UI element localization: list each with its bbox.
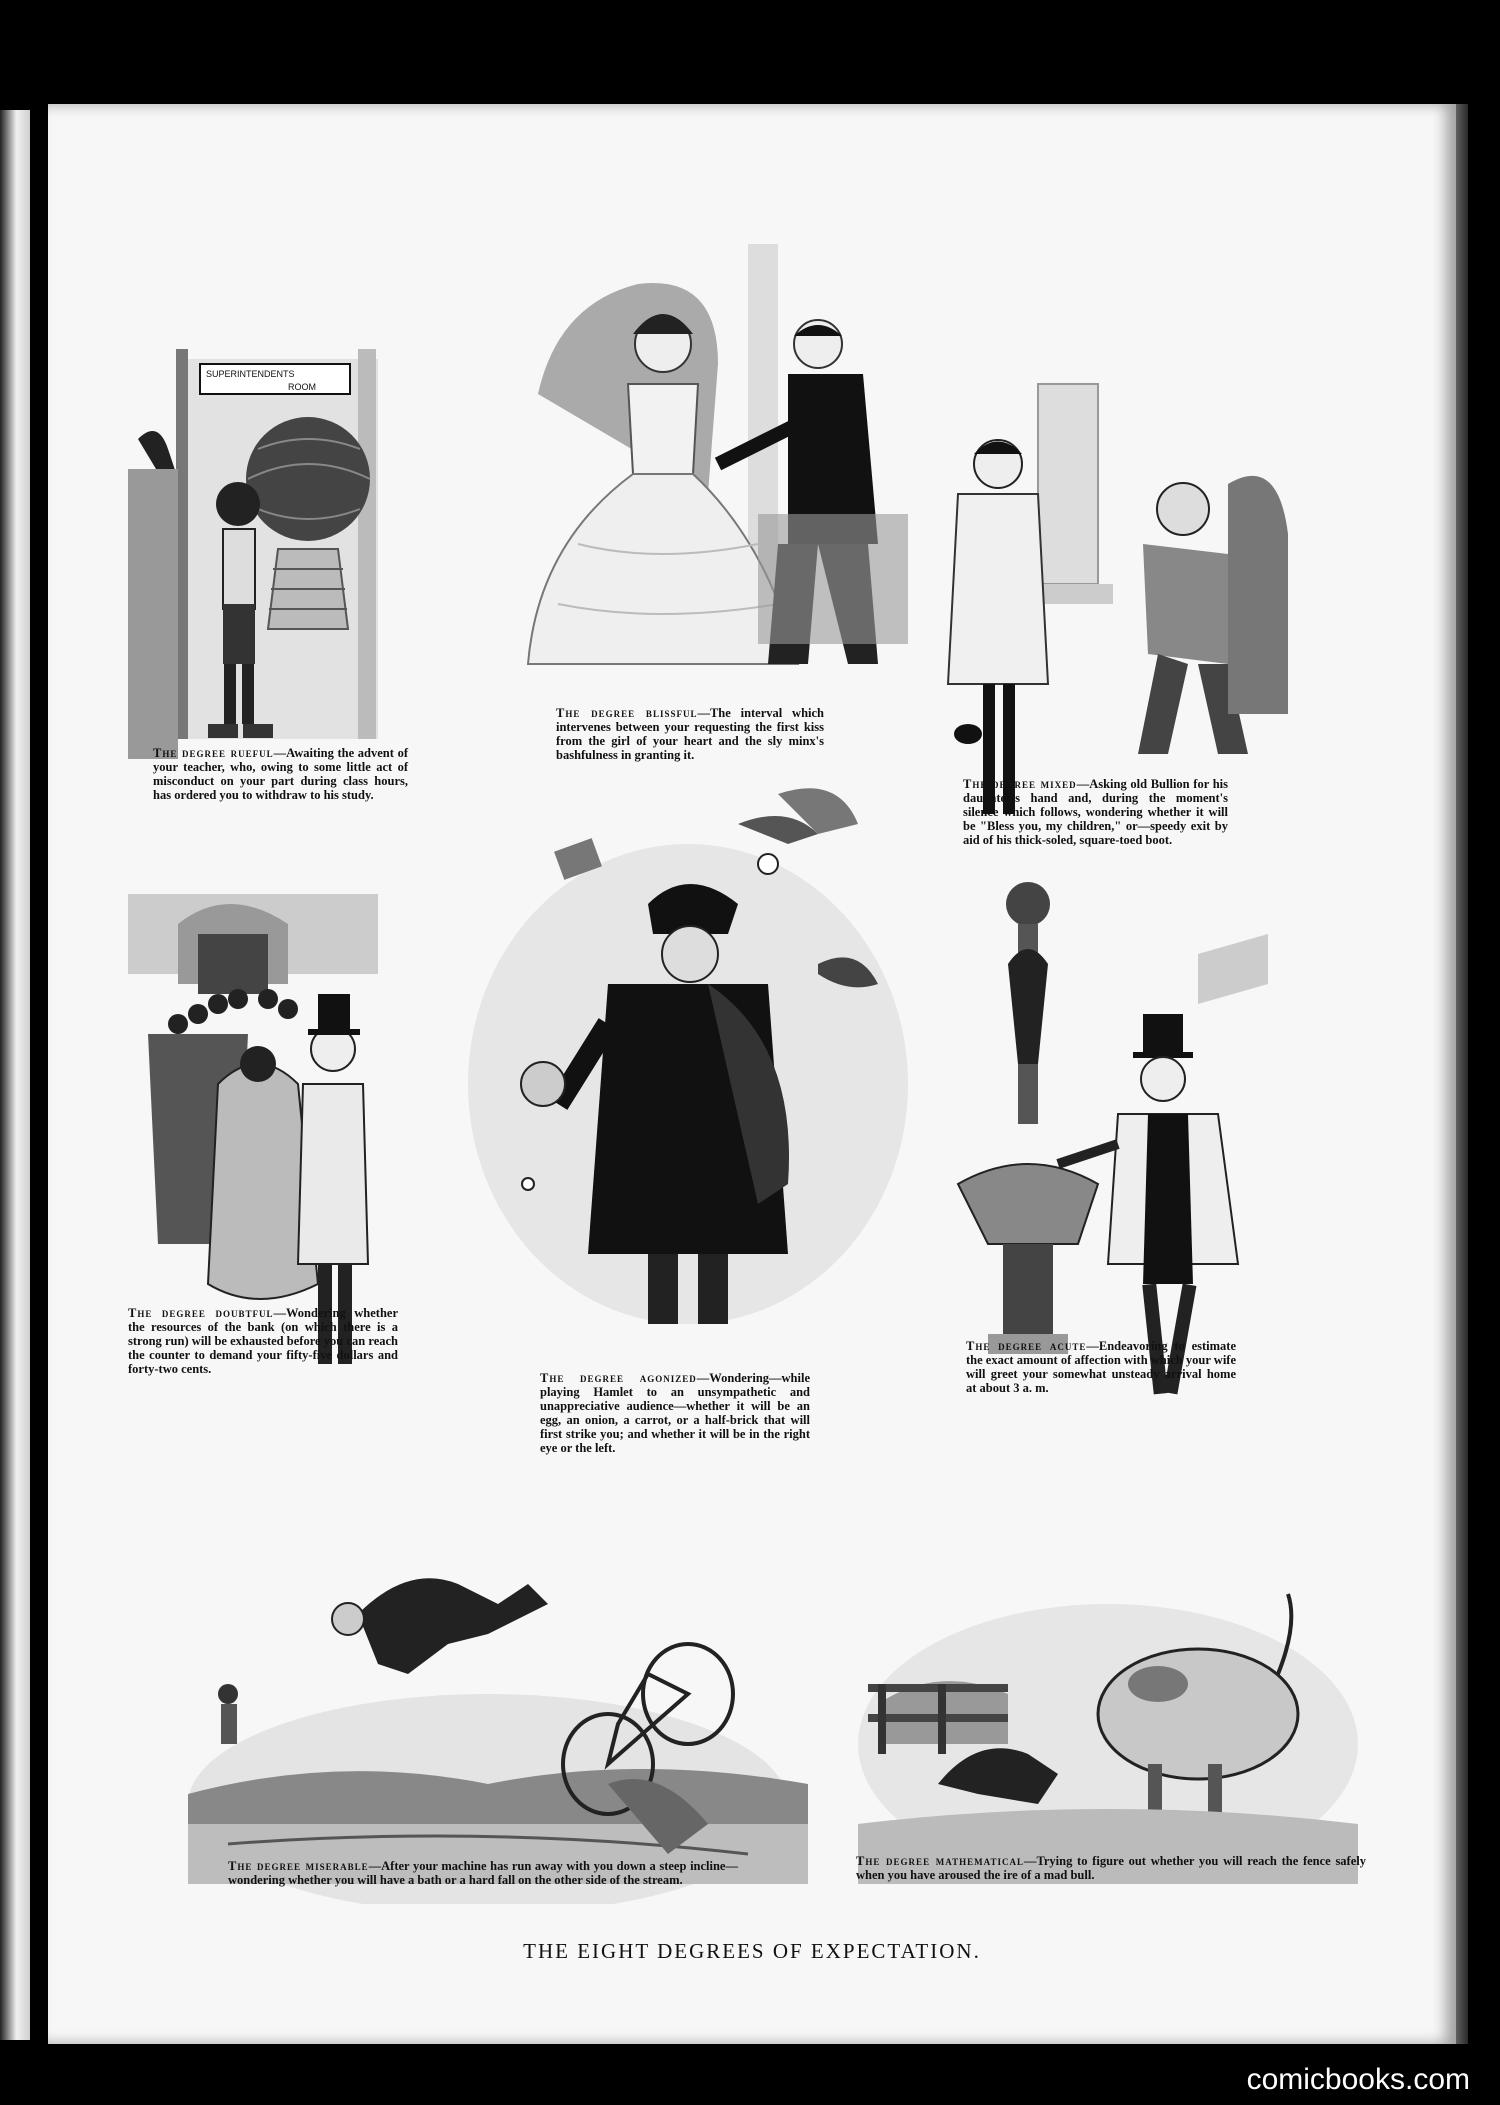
caption-text: —After your machine has run away with you down a steep incline—wondering whether you will have a bath or a hard fall on the other side of the stream. [228, 1859, 738, 1887]
caption-text: —Awaiting the advent of your teacher, who, owing to some little act of misconduct on your part during class hours, has ordered you to withdraw to his study. [153, 746, 408, 802]
comic-page [48, 104, 1456, 2044]
degree-label: The degree mathematical [856, 1854, 1024, 1868]
caption-text: —Trying to figure out whether you will reach the fence safely when you have aroused the ire of a mad bull. [856, 1854, 1366, 1882]
page-edge-shadow [1454, 104, 1468, 2044]
caption-blissful [556, 706, 824, 762]
caption-agonized [540, 1371, 810, 1455]
caption-text: —Wondering—while playing Hamlet to an unsympathetic and unappreciative audience—whether it will be an egg, an onion, a carrot, or a half-brick that will first strike you; and whether it will be in the right eye or the left. [540, 1371, 810, 1455]
degree-label: The degree mixed [963, 777, 1077, 791]
degree-label: The degree acute [966, 1339, 1087, 1353]
degree-label: The degree miserable [228, 1859, 369, 1873]
illustration-miserable [188, 1524, 808, 1904]
caption-text: —Asking old Bullion for his daughter's hand and, during the moment's silence which follows, wondering whether it will be "Bless you, my children," or—speedy exit by aid of his thick-soled, square-toed boot. [963, 777, 1228, 847]
sign-text-1: SUPERINTENDENTS [206, 369, 295, 379]
illustration-mathematical [858, 1584, 1358, 1884]
caption-text: —Wondering whether the resources of the bank (on which there is a strong run) will be exhausted before you can reach the counter to demand your fifty-five dollars and forty-two cents. [128, 1306, 398, 1376]
caption-mixed [963, 777, 1228, 847]
caption-doubtful [128, 1306, 398, 1376]
watermark: comicbooks.com [1246, 2063, 1470, 2096]
degree-label: The degree blissful [556, 706, 698, 720]
illustration-agonized [458, 784, 918, 1334]
degree-label: The degree rueful [153, 746, 274, 760]
degree-label: The degree agonized [540, 1371, 697, 1385]
degree-label: The degree doubtful [128, 1306, 274, 1320]
caption-text: —Endeavoring to estimate the exact amount of affection with which your wife will greet your somewhat unsteady arrival home at about 3 a. m. [966, 1339, 1236, 1395]
caption-mathematical [856, 1854, 1366, 1882]
left-page-edge [0, 110, 30, 2040]
caption-acute [966, 1339, 1236, 1395]
caption-rueful [153, 746, 408, 802]
page-title: THE EIGHT DEGREES OF EXPECTATION. [523, 1939, 981, 1963]
sign-text-2: ROOM [288, 382, 316, 392]
illustration-blissful [518, 244, 938, 714]
caption-text: —The interval which intervenes between your requesting the first kiss from the girl of your heart and the sly minx's bashfulness in granting it. [556, 706, 825, 762]
caption-miserable [228, 1859, 738, 1887]
